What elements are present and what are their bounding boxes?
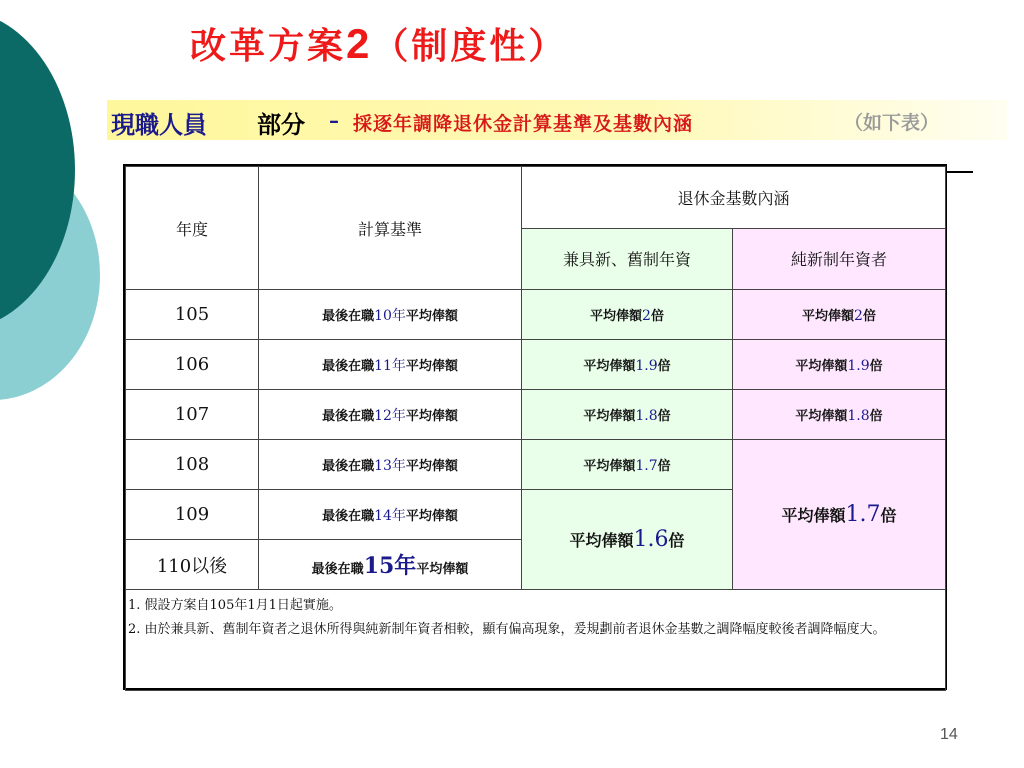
basis-pre: 最後在職 bbox=[322, 508, 375, 524]
new-cell bbox=[733, 390, 946, 440]
both-post: 倍 bbox=[657, 409, 671, 424]
new-val: 2 bbox=[854, 308, 863, 324]
basis-post: 平均俸額 bbox=[405, 308, 458, 324]
both-pre: 平均俸額 bbox=[583, 359, 636, 374]
title-text-c: （制度性） bbox=[372, 25, 568, 67]
both-pre: 平均俸額 bbox=[569, 531, 634, 550]
both-val: 1.8 bbox=[635, 408, 658, 424]
both-cell bbox=[522, 390, 733, 440]
basis-num: 14年 bbox=[374, 507, 406, 524]
table-row bbox=[126, 390, 946, 440]
subtitle-part4: （如下表） bbox=[844, 112, 940, 134]
table-row bbox=[126, 340, 946, 390]
year-cell: 105 bbox=[126, 290, 259, 340]
year-cell: 108 bbox=[126, 440, 259, 490]
new-val: 1.9 bbox=[847, 358, 870, 374]
new-pre: 平均俸額 bbox=[781, 506, 846, 525]
new-post: 倍 bbox=[869, 409, 883, 424]
new-val: 1.7 bbox=[845, 502, 881, 527]
pension-table bbox=[125, 166, 946, 691]
header-new-only: 純新制年資者 bbox=[733, 228, 946, 290]
both-post: 倍 bbox=[657, 359, 671, 374]
both-post: 倍 bbox=[657, 459, 671, 474]
basis-cell bbox=[259, 540, 522, 590]
title-number: 2 bbox=[346, 20, 373, 67]
basis-pre: 最後在職 bbox=[322, 308, 375, 324]
new-post: 倍 bbox=[862, 309, 876, 324]
basis-pre: 最後在職 bbox=[322, 458, 375, 474]
header-basis: 計算基準 bbox=[259, 167, 522, 290]
both-val: 2 bbox=[642, 308, 651, 324]
basis-pre: 最後在職 bbox=[322, 358, 375, 374]
year-cell: 107 bbox=[126, 390, 259, 440]
both-pre: 平均俸額 bbox=[583, 409, 636, 424]
both-val: 1.7 bbox=[635, 458, 658, 474]
year-cell: 110以後 bbox=[126, 540, 259, 590]
basis-cell bbox=[259, 340, 522, 390]
header-year: 年度 bbox=[126, 167, 259, 290]
notes-row bbox=[126, 590, 946, 691]
pension-table-frame bbox=[123, 164, 947, 690]
slide-title bbox=[190, 18, 710, 78]
subtitle-part3: 採逐年調降退休金計算基準及基數內涵 bbox=[353, 113, 694, 135]
basis-num: 11年 bbox=[374, 357, 406, 374]
new-cell bbox=[733, 340, 946, 390]
basis-num: 10年 bbox=[374, 307, 406, 324]
both-pre: 平均俸額 bbox=[583, 459, 636, 474]
basis-num: 12年 bbox=[374, 407, 406, 424]
basis-post: 平均俸額 bbox=[416, 562, 469, 577]
notes-cell bbox=[126, 590, 946, 691]
basis-pre: 最後在職 bbox=[311, 562, 364, 577]
both-val: 1.9 bbox=[635, 358, 658, 374]
subtitle-dash: – bbox=[329, 108, 339, 132]
both-pre: 平均俸額 bbox=[590, 309, 643, 324]
basis-cell bbox=[259, 490, 522, 540]
both-post: 倍 bbox=[650, 309, 664, 324]
subtitle-part1: 現職人員 bbox=[111, 110, 207, 139]
both-cell-merged bbox=[522, 490, 733, 590]
new-pre: 平均俸額 bbox=[795, 359, 848, 374]
new-post: 倍 bbox=[880, 506, 897, 525]
page-number: 14 bbox=[940, 726, 958, 743]
both-post: 倍 bbox=[668, 531, 685, 550]
year-cell: 106 bbox=[126, 340, 259, 390]
table-row bbox=[126, 290, 946, 340]
basis-post: 平均俸額 bbox=[405, 408, 458, 424]
basis-cell bbox=[259, 290, 522, 340]
subtitle-part2: 部分 bbox=[257, 110, 305, 139]
note-2: 2. 由於兼具新、舊制年資者之退休所得與純新制年資者相較，顯有偏高現象，爰規劃前者退休金基數之調降幅度較後者調降幅度大。 bbox=[128, 622, 886, 637]
table-row bbox=[126, 440, 946, 490]
new-pre: 平均俸額 bbox=[802, 309, 855, 324]
year-cell: 109 bbox=[126, 490, 259, 540]
new-pre: 平均俸額 bbox=[795, 409, 848, 424]
both-val: 1.6 bbox=[633, 527, 669, 552]
both-cell bbox=[522, 290, 733, 340]
new-val: 1.8 bbox=[847, 408, 870, 424]
new-cell-merged bbox=[733, 440, 946, 590]
both-cell bbox=[522, 440, 733, 490]
subtitle-bar bbox=[107, 100, 1007, 140]
basis-cell bbox=[259, 390, 522, 440]
basis-cell bbox=[259, 440, 522, 490]
basis-pre: 最後在職 bbox=[322, 408, 375, 424]
header-content: 退休金基數內涵 bbox=[522, 167, 946, 229]
basis-num: 13年 bbox=[374, 457, 406, 474]
basis-post: 平均俸額 bbox=[405, 508, 458, 524]
new-post: 倍 bbox=[869, 359, 883, 374]
new-cell bbox=[733, 290, 946, 340]
header-both: 兼具新、舊制年資 bbox=[522, 228, 733, 290]
basis-num: 15年 bbox=[363, 553, 417, 579]
title-text-a: 改革方案 bbox=[190, 25, 347, 67]
both-cell bbox=[522, 340, 733, 390]
basis-post: 平均俸額 bbox=[405, 358, 458, 374]
basis-post: 平均俸額 bbox=[405, 458, 458, 474]
table-header-row bbox=[126, 167, 946, 229]
note-1: 1. 假設方案自105年1月1日起實施。 bbox=[128, 598, 342, 613]
